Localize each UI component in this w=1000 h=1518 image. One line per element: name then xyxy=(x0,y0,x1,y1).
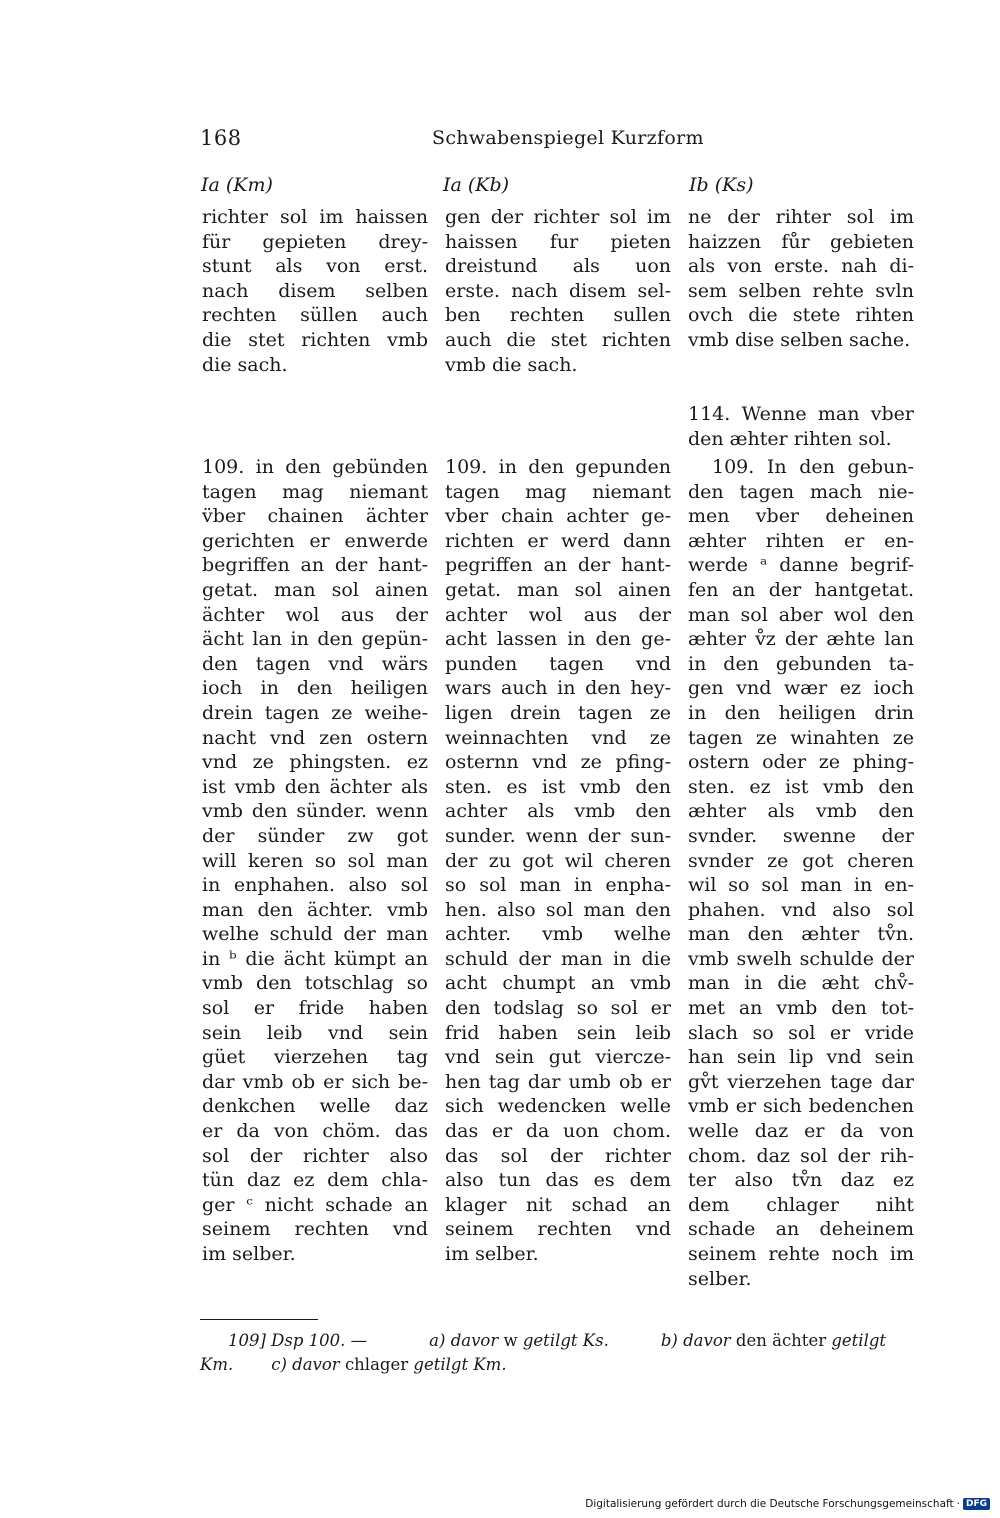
text-line: als von erste. nah di- xyxy=(688,255,914,278)
text-line: in den heiligen drin xyxy=(688,701,914,724)
text-line: 109. in den gebünden xyxy=(202,456,428,478)
text-line: erste. nach disem sel- xyxy=(445,279,671,302)
text-line: ne der rihter sol im xyxy=(688,206,914,228)
text-line: nach disem selben xyxy=(202,279,428,302)
footnote-a-tail: getilgt Ks. xyxy=(522,1331,609,1350)
text-line: sich wedencken welle xyxy=(445,1095,671,1118)
text-line: stunt als von erst. xyxy=(202,255,428,278)
text-line: chom. daz sol der rih- xyxy=(688,1144,914,1167)
text-line: für gepieten drey- xyxy=(202,230,428,253)
column-kb-main-text xyxy=(445,455,671,1267)
text-line: met an vmb den tot- xyxy=(688,997,914,1020)
text-line: welle daz er da von xyxy=(688,1120,914,1143)
text-line: der zu got wil cheren xyxy=(445,849,671,872)
text-line: æhter v̊z der æhte lan xyxy=(688,628,914,651)
text-line: vmb dise selben sache. xyxy=(688,328,911,351)
text-line: tagen mag niemant xyxy=(202,480,428,503)
text-line: richter sol im haissen xyxy=(202,206,428,228)
text-line: ger ᶜ nicht schade an xyxy=(202,1193,428,1216)
text-line: denkchen welle daz xyxy=(202,1095,428,1118)
text-line: sten. ez ist vmb den xyxy=(688,775,914,798)
text-line: hen. also sol man den xyxy=(445,898,671,921)
text-line: frid haben sein leib xyxy=(445,1021,671,1044)
column-heading-kb: Ia (Kb) xyxy=(443,174,510,196)
text-line: den todslag so sol er xyxy=(445,997,671,1020)
text-line: ostern oder ze phing- xyxy=(688,751,914,774)
text-line: man sol aber wol den xyxy=(688,603,914,626)
text-line: begriffen an der hant- xyxy=(202,554,428,577)
dfg-logo: DFG xyxy=(963,1498,990,1510)
text-line: 109. in den gepunden xyxy=(445,456,671,478)
text-line: sem selben rehte svln xyxy=(688,279,914,302)
text-line: svnder ze got cheren xyxy=(688,849,914,872)
page-number: 168 xyxy=(200,126,242,150)
text-line: tagen mag niemant xyxy=(445,480,671,503)
text-line: osternn vnd ze pfing- xyxy=(445,751,671,774)
dfg-credit-text: Digitalisierung gefördert durch die Deutsche Forschungsgemeinschaft xyxy=(585,1498,954,1510)
footnote-a: a) davor xyxy=(429,1331,499,1350)
text-line: auch die stet richten xyxy=(445,328,671,351)
footnote-a-word: w xyxy=(503,1331,518,1350)
text-line: welhe schuld der man xyxy=(202,923,428,946)
text-line: gv̊t vierzehen tage dar xyxy=(688,1070,914,1093)
text-line: hen tag dar umb ob er xyxy=(445,1070,671,1093)
text-line: acht lassen in den ge- xyxy=(445,628,671,651)
column-kb-top-text xyxy=(445,205,671,377)
text-line: achter wol aus der xyxy=(445,603,671,626)
text-line: im selber. xyxy=(202,1243,296,1265)
text-line: will keren so sol man xyxy=(202,849,428,872)
text-line: sol er fride haben xyxy=(202,997,428,1020)
footnote-b: b) davor xyxy=(660,1331,731,1350)
text-line: drein tagen ze weihe- xyxy=(202,701,428,724)
text-line: ioch in den heiligen xyxy=(202,677,428,700)
text-line: vmb er sich bedenchen xyxy=(688,1095,914,1118)
footnote-c: c) davor xyxy=(271,1355,340,1374)
text-line: haissen fur pieten xyxy=(445,230,671,253)
text-line: vmb den sünder. wenn xyxy=(202,800,428,823)
text-line: gen der richter sol im xyxy=(445,206,671,228)
text-line: tün daz ez dem chla- xyxy=(202,1169,428,1192)
text-line: ter also tv̊n daz ez xyxy=(688,1169,914,1192)
text-line: gerichten er enwerde xyxy=(202,529,428,552)
column-heading-ks: Ib (Ks) xyxy=(689,174,754,196)
text-line: selber. xyxy=(688,1267,752,1290)
text-line: das sol der richter xyxy=(445,1144,671,1167)
text-line: gen vnd wær ez ioch xyxy=(688,677,914,700)
column-ks-section-heading xyxy=(688,402,914,451)
text-line: ligen drein tagen ze xyxy=(445,701,671,724)
footnotes xyxy=(200,1329,916,1377)
text-line: sein leib vnd sein xyxy=(202,1021,428,1044)
text-line: phahen. vnd also sol xyxy=(688,898,914,921)
text-line: ovch die stete rihten xyxy=(688,304,914,327)
text-line: also tun das es dem xyxy=(445,1169,671,1192)
text-line: æhter rihten er en- xyxy=(688,529,914,552)
text-line: slach so sol er vride xyxy=(688,1021,914,1044)
text-line: achter. vmb welhe xyxy=(445,923,671,946)
text-line: in enphahen. also sol xyxy=(202,874,428,897)
text-line: klager nit schad an xyxy=(445,1193,671,1216)
footnote-rule xyxy=(200,1319,318,1320)
dfg-credit: Digitalisierung gefördert durch die Deutsche Forschungsgemeinschaft · DFG xyxy=(585,1498,990,1510)
text-line: punden tagen vnd xyxy=(445,652,671,675)
footnote-b-tail: getilgt xyxy=(831,1331,887,1350)
text-line: seinem rechten vnd xyxy=(202,1218,428,1241)
running-title: Schwabenspiegel Kurzform xyxy=(432,127,704,149)
text-line: seinem rechten vnd xyxy=(445,1218,671,1241)
text-line: æhter als vmb den xyxy=(688,800,914,823)
text-line: vnd sein gut viercze- xyxy=(445,1046,671,1069)
text-line: man in die æht chv̊- xyxy=(688,972,914,995)
footnote-c-word: chlager xyxy=(344,1355,409,1374)
text-line: sunder. wenn der sun- xyxy=(445,824,671,847)
text-line: acht chumpt an vmb xyxy=(445,972,671,995)
text-line: im selber. xyxy=(445,1243,539,1265)
text-line: die sach. xyxy=(202,353,288,376)
text-line: richten er werd dann xyxy=(445,529,671,552)
text-line: getat. man sol ainen xyxy=(202,578,428,601)
text-line: 109. In den gebun- xyxy=(712,456,914,478)
text-line: nacht vnd zen ostern xyxy=(202,726,428,749)
text-line: er da von chöm. das xyxy=(202,1120,428,1143)
text-line: ben rechten sullen xyxy=(445,304,671,327)
text-line: rechten süllen auch xyxy=(202,304,428,327)
text-line: seinem rehte noch im xyxy=(688,1243,914,1265)
text-line: den tagen mach nie- xyxy=(688,480,914,503)
text-line: achter als vmb den xyxy=(445,800,671,823)
text-line: men vber deheinen xyxy=(688,505,914,528)
text-line: in ᵇ die ächt kümpt an xyxy=(202,947,428,970)
text-line: svnder. swenne der xyxy=(688,824,914,847)
text-line: ächter wol aus der xyxy=(202,603,428,626)
text-line: getat. man sol ainen xyxy=(445,578,671,601)
text-line: ächt lan in den gepün- xyxy=(202,628,428,651)
text-line: weinnachten vnd ze xyxy=(445,726,671,749)
text-line: vnd ze phingsten. ez xyxy=(202,751,428,774)
text-line: werde ᵃ danne begrif- xyxy=(688,554,914,577)
column-ks-top-text xyxy=(688,205,914,353)
footnote-ref: 109] Dsp 100. — xyxy=(228,1331,368,1350)
text-line: das er da uon chom. xyxy=(445,1120,671,1143)
text-line: so sol man in enpha- xyxy=(445,874,671,897)
text-line: schade an deheinem xyxy=(688,1218,914,1241)
text-line: schuld der man in die xyxy=(445,947,671,970)
footnote-b-cont: Km. xyxy=(200,1355,234,1374)
text-line: dar vmb ob er sich be- xyxy=(202,1070,428,1093)
text-line: 114. Wenne man vber xyxy=(688,403,914,425)
column-ks-main-text xyxy=(688,455,914,1291)
text-line: wars auch in den hey- xyxy=(445,677,671,700)
text-line: vber chain achter ge- xyxy=(445,505,671,528)
text-line: der sünder zw got xyxy=(202,824,428,847)
text-line: den æhter rihten sol. xyxy=(688,427,892,450)
column-heading-km: Ia (Km) xyxy=(201,174,273,196)
text-line: güet vierzehen tag xyxy=(202,1046,428,1069)
text-line: ist vmb den ächter als xyxy=(202,775,428,798)
text-line: dem chlager niht xyxy=(688,1193,914,1216)
text-line: in den gebunden ta- xyxy=(688,652,914,675)
column-km-top-text xyxy=(202,205,428,377)
text-line: vmb die sach. xyxy=(445,353,578,376)
text-line: wil so sol man in en- xyxy=(688,874,914,897)
text-line: han sein lip vnd sein xyxy=(688,1046,914,1069)
text-line: man den ächter. vmb xyxy=(202,898,428,921)
text-line: sol der richter also xyxy=(202,1144,428,1167)
text-line: tagen ze winahten ze xyxy=(688,726,914,749)
text-line: vmb swelh schulde der xyxy=(688,947,914,970)
footnote-c-tail: getilgt Km. xyxy=(413,1355,507,1374)
column-km-main-text xyxy=(202,455,428,1267)
text-line: v̈ber chainen ächter xyxy=(202,505,428,528)
text-line: dreistund als uon xyxy=(445,255,671,278)
text-line: man den æhter tv̊n. xyxy=(688,923,914,946)
text-line: fen an der hantgetat. xyxy=(688,578,914,601)
text-line: haizzen fůr gebieten xyxy=(688,230,914,253)
text-line: pegriffen an der hant- xyxy=(445,554,671,577)
text-line: vmb den totschlag so xyxy=(202,972,428,995)
text-line: sten. es ist vmb den xyxy=(445,775,671,798)
footnote-b-word: den ächter xyxy=(735,1331,827,1350)
text-line: die stet richten vmb xyxy=(202,328,428,351)
text-line: den tagen vnd wärs xyxy=(202,652,428,675)
